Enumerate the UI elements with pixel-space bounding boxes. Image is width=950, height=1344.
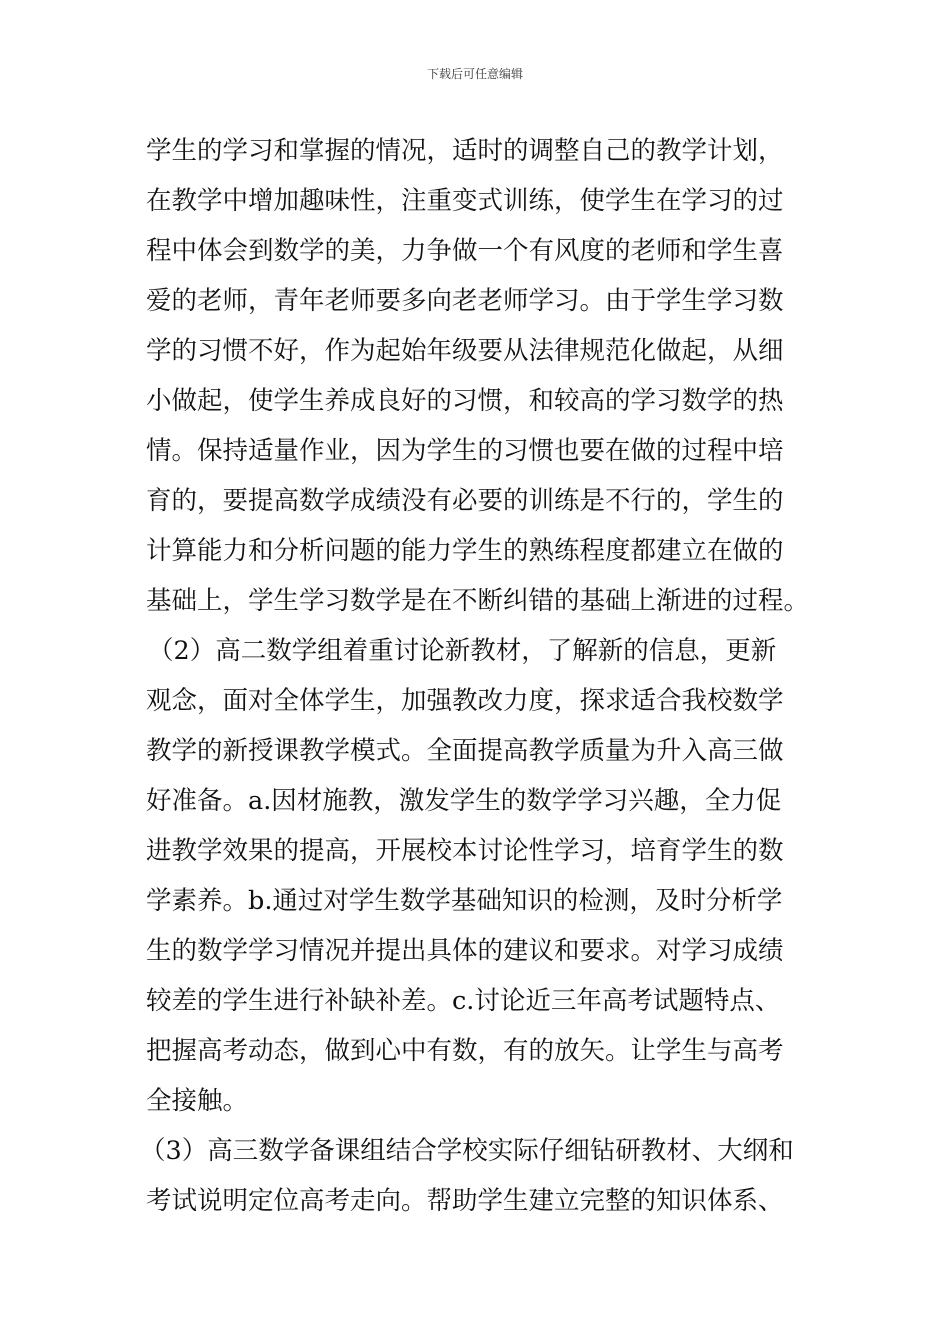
paragraph-2-start: （2）高二数学组着重讨论新教材，了解新的信息，更新 bbox=[148, 636, 777, 666]
page-header: 下载后可任意编辑 bbox=[426, 67, 523, 81]
text-line: 考试说明定位高考走向。帮助学生建立完整的知识体系、 bbox=[146, 1186, 784, 1216]
text-line: 在教学中增加趣味性，注重变式训练，使学生在学习的过 bbox=[146, 186, 784, 216]
text-line: 学素养。b.通过对学生数学基础知识的检测，及时分析学 bbox=[146, 886, 783, 916]
text-line: 观念，面对全体学生，加强教改力度，探求适合我校数学 bbox=[146, 686, 784, 716]
text-line: 生的数学学习情况并提出具体的建议和要求。对学习成绩 bbox=[146, 936, 784, 966]
text-line: 好准备。a.因材施教，激发学生的数学学习兴趣，全力促 bbox=[146, 786, 782, 816]
text-line: 程中体会到数学的美，力争做一个有风度的老师和学生喜 bbox=[146, 236, 784, 266]
text-line: 较差的学生进行补缺补差。c.讨论近三年高考试题特点、 bbox=[146, 986, 781, 1016]
text-line: 小做起，使学生养成良好的习惯，和较高的学习数学的热 bbox=[146, 386, 784, 416]
text-line: 计算能力和分析问题的能力学生的熟练程度都建立在做的 bbox=[146, 536, 784, 566]
text-line: 学的习惯不好，作为起始年级要从法律规范化做起，从细 bbox=[146, 336, 784, 366]
text-line: 教学的新授课教学模式。全面提高教学质量为升入高三做 bbox=[146, 736, 784, 766]
text-line: 育的，要提高数学成绩没有必要的训练是不行的，学生的 bbox=[146, 486, 784, 516]
text-line: 进教学效果的提高，开展校本讨论性学习，培育学生的数 bbox=[146, 836, 784, 866]
text-line: 情。保持适量作业，因为学生的习惯也要在做的过程中培 bbox=[146, 436, 784, 466]
text-line: 基础上，学生学习数学是在不断纠错的基础上渐进的过程。 bbox=[146, 586, 810, 616]
paragraph-3-start: （3）高三数学备课组结合学校实际仔细钻研教材、大纲和 bbox=[140, 1136, 794, 1166]
body-text bbox=[140, 126, 810, 1226]
text-line: 爱的老师，青年老师要多向老老师学习。由于学生学习数 bbox=[146, 286, 784, 316]
text-line: 把握高考动态，做到心中有数，有的放矢。让学生与高考 bbox=[146, 1036, 784, 1066]
text-line: 学生的学习和掌握的情况，适时的调整自己的教学计划， bbox=[146, 136, 784, 166]
text-line: 全接触。 bbox=[146, 1086, 249, 1116]
